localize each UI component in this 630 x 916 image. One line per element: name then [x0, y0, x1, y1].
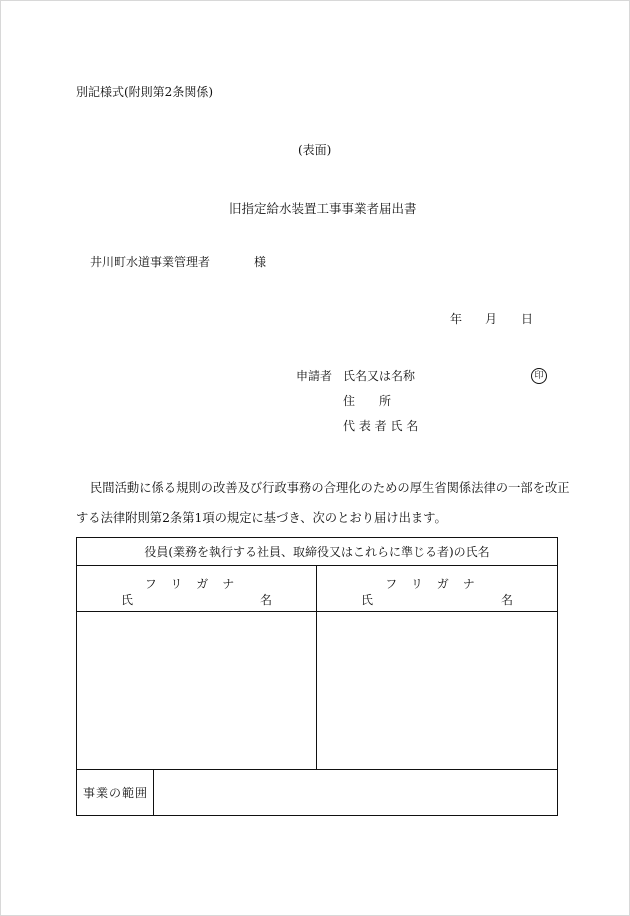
furigana-label-right: フリガナ — [385, 577, 489, 591]
business-scope-cell[interactable] — [154, 770, 558, 816]
officer-names-cell-left[interactable] — [77, 612, 317, 770]
applicant-name-label: 氏名又は名称 — [343, 369, 416, 383]
family-name-label-left: 氏 — [121, 593, 134, 607]
name-column-header-left — [77, 566, 317, 612]
date-month: 月 — [485, 312, 498, 326]
body-text-line2: する法律附則第2条第1項の規定に基づき、次のとおり届け出ます。 — [76, 511, 447, 525]
body-text-line1: 民間活動に係る規則の改善及び行政事務の合理化のための厚生省関係法律の一部を改正 — [90, 481, 570, 495]
officers-table — [76, 537, 558, 816]
name-column-header-right — [317, 566, 558, 612]
furigana-label-left: フリガナ — [144, 577, 249, 591]
seal-mark: 印 — [531, 368, 547, 384]
officer-names-cell-right[interactable] — [317, 612, 558, 770]
form-title: 旧指定給水装置工事事業者届出書 — [229, 201, 417, 216]
form-number: 別記様式(附則第2条関係) — [76, 85, 213, 99]
honorific: 様 — [254, 255, 267, 269]
side-label: (表面) — [298, 143, 332, 157]
applicant-label: 申請者 — [296, 369, 333, 383]
given-name-label-left: 名 — [259, 593, 272, 607]
addressee: 井川町水道事業管理者 — [90, 255, 211, 269]
applicant-representative-label: 代 表 者 氏 名 — [343, 419, 419, 433]
date-year: 年 — [450, 312, 463, 326]
business-scope-label: 事業の範囲 — [77, 770, 154, 816]
date-day: 日 — [521, 312, 534, 326]
applicant-address-label: 住 所 — [343, 394, 392, 408]
family-name-label-right: 氏 — [361, 593, 374, 607]
given-name-label-right: 名 — [501, 593, 514, 607]
officers-header: 役員(業務を執行する社員、取締役又はこれらに準じる者)の氏名 — [77, 538, 558, 566]
